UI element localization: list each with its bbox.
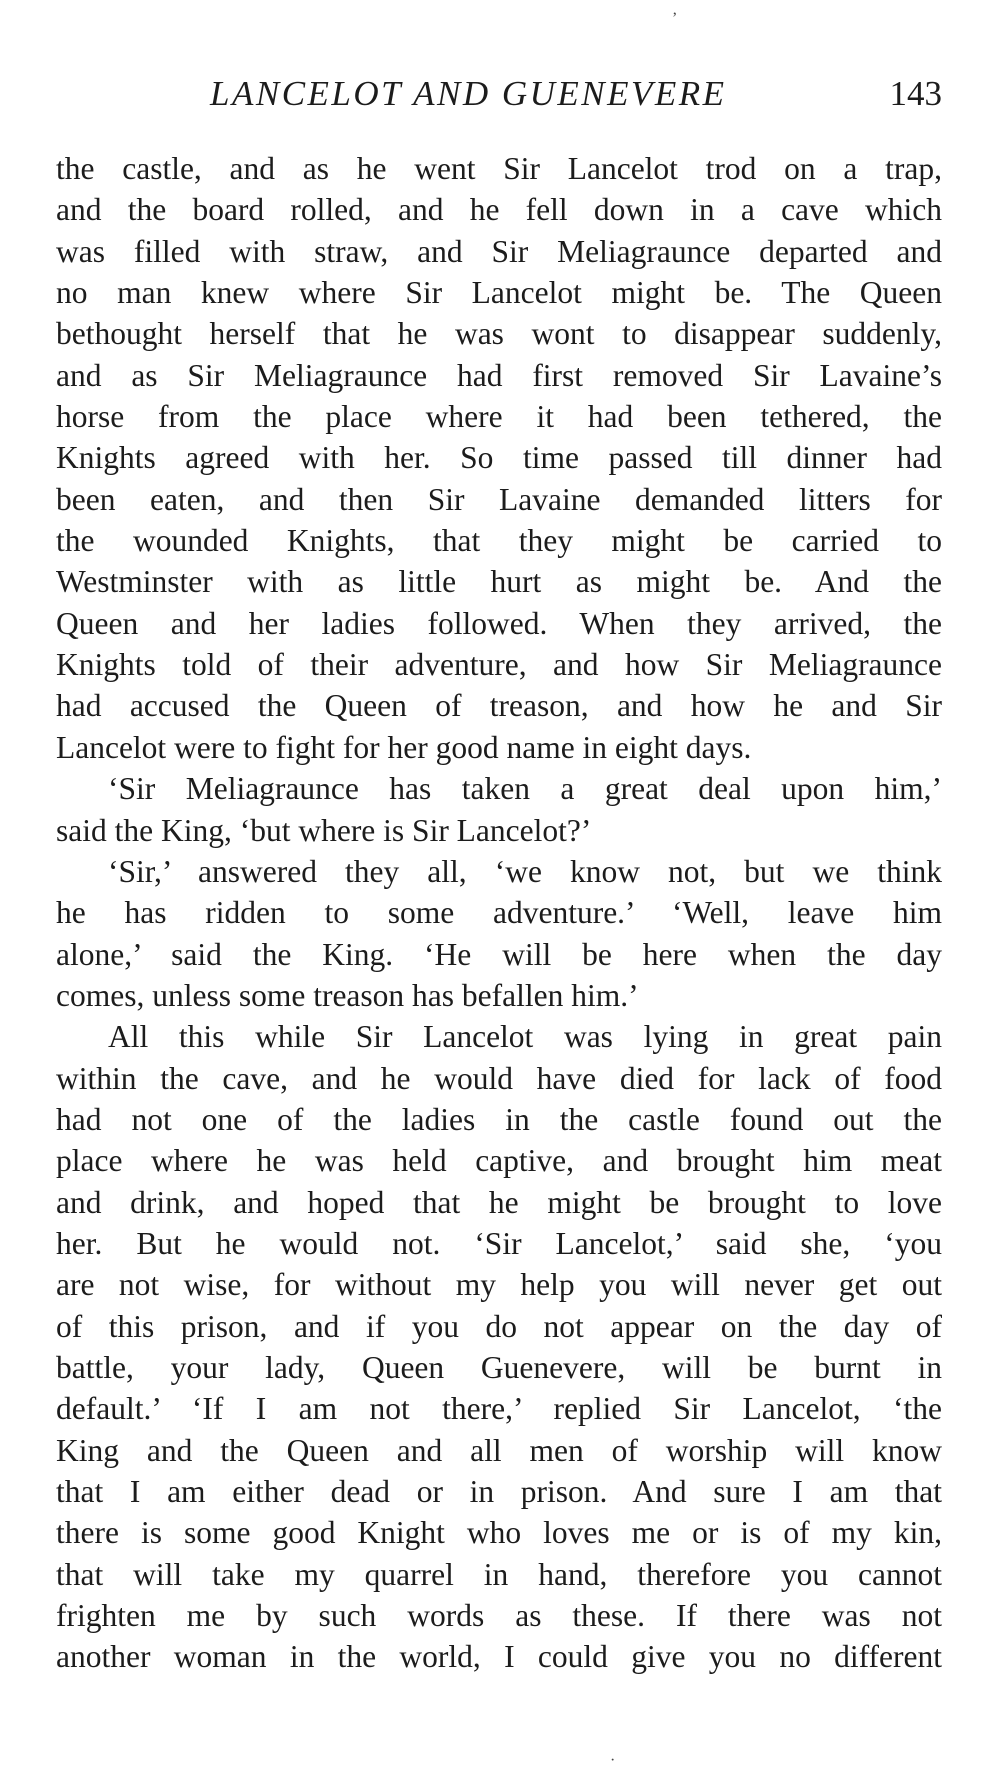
text-line: frighten me by such words as these. If there was not xyxy=(56,1598,942,1634)
text-line: and as Sir Meliagraunce had first removed Sir Lavaine’s xyxy=(56,357,942,393)
text-line: alone,’ said the King. ‘He will be here when the day xyxy=(56,936,942,972)
text-line: bethought herself that he was wont to disappear suddenly, xyxy=(56,316,942,352)
page-number: 143 xyxy=(889,74,942,113)
text-line: the castle, and as he went Sir Lancelot trod on a trap, xyxy=(56,151,942,186)
text-line: another woman in the world, I could give you no different xyxy=(56,1639,942,1675)
text-line: her. But he would not. ‘Sir Lancelot,’ said she, ‘you xyxy=(56,1225,942,1261)
text-line: King and the Queen and all men of worship will know xyxy=(56,1432,942,1468)
margin-mark-top: ’ xyxy=(672,10,678,27)
running-title: LANCELOT AND GUENEVERE xyxy=(210,74,727,113)
text-line: that I am either dead or in prison. And sure I am that xyxy=(56,1474,942,1509)
text-line: All this while Sir Lancelot was lying in great pain xyxy=(108,1019,942,1055)
body-text xyxy=(56,148,942,1678)
text-line: no man knew where Sir Lancelot might be. The Queen xyxy=(56,275,942,311)
text-line: default.’ ‘If I am not there,’ replied Sir Lancelot, ‘the xyxy=(56,1391,942,1427)
text-line: there is some good Knight who loves me or is of my kin, xyxy=(56,1515,942,1551)
text-line: Lancelot were to fight for her good name in eight days. xyxy=(56,729,752,765)
text-line: was filled with straw, and Sir Meliagraunce departed and xyxy=(56,233,942,269)
page-header xyxy=(56,70,942,118)
text-line: and the board rolled, and he fell down in a cave which xyxy=(56,192,942,228)
text-line: Westminster with as little hurt as might be. And the xyxy=(56,564,942,600)
text-line: that will take my quarrel in hand, therefore you cannot xyxy=(56,1556,942,1592)
text-line: of this prison, and if you do not appear on the day of xyxy=(56,1308,942,1344)
text-line: place where he was held captive, and brought him meat xyxy=(56,1143,942,1179)
text-line: within the cave, and he would have died for lack of food xyxy=(56,1060,942,1096)
text-line: horse from the place where it had been tethered, the xyxy=(56,399,942,435)
text-line: the wounded Knights, that they might be carried to xyxy=(56,523,942,559)
text-line: had not one of the ladies in the castle found out the xyxy=(56,1101,942,1137)
text-line: had accused the Queen of treason, and how he and Sir xyxy=(56,688,942,724)
text-line: Knights told of their adventure, and how Sir Meliagraunce xyxy=(56,647,942,683)
text-line: battle, your lady, Queen Guenevere, will be burnt in xyxy=(56,1349,942,1385)
text-line: Queen and her ladies followed. When they arrived, the xyxy=(56,605,942,641)
text-line: ‘Sir Meliagraunce has taken a great deal upon him,’ xyxy=(108,771,942,807)
text-line: he has ridden to some adventure.’ ‘Well, leave him xyxy=(56,895,942,931)
text-line: ‘Sir,’ answered they all, ‘we know not, but we think xyxy=(108,853,942,889)
text-line: and drink, and hoped that he might be brought to love xyxy=(56,1184,942,1220)
margin-mark-bottom: · xyxy=(610,1752,616,1769)
text-line: Knights agreed with her. So time passed till dinner had xyxy=(56,440,942,476)
text-line: been eaten, and then Sir Lavaine demanded litters for xyxy=(56,481,942,517)
text-line: said the King, ‘but where is Sir Lancelot?’ xyxy=(56,812,592,848)
text-line: are not wise, for without my help you will never get out xyxy=(56,1267,942,1303)
text-line: comes, unless some treason has befallen him.’ xyxy=(56,977,639,1013)
